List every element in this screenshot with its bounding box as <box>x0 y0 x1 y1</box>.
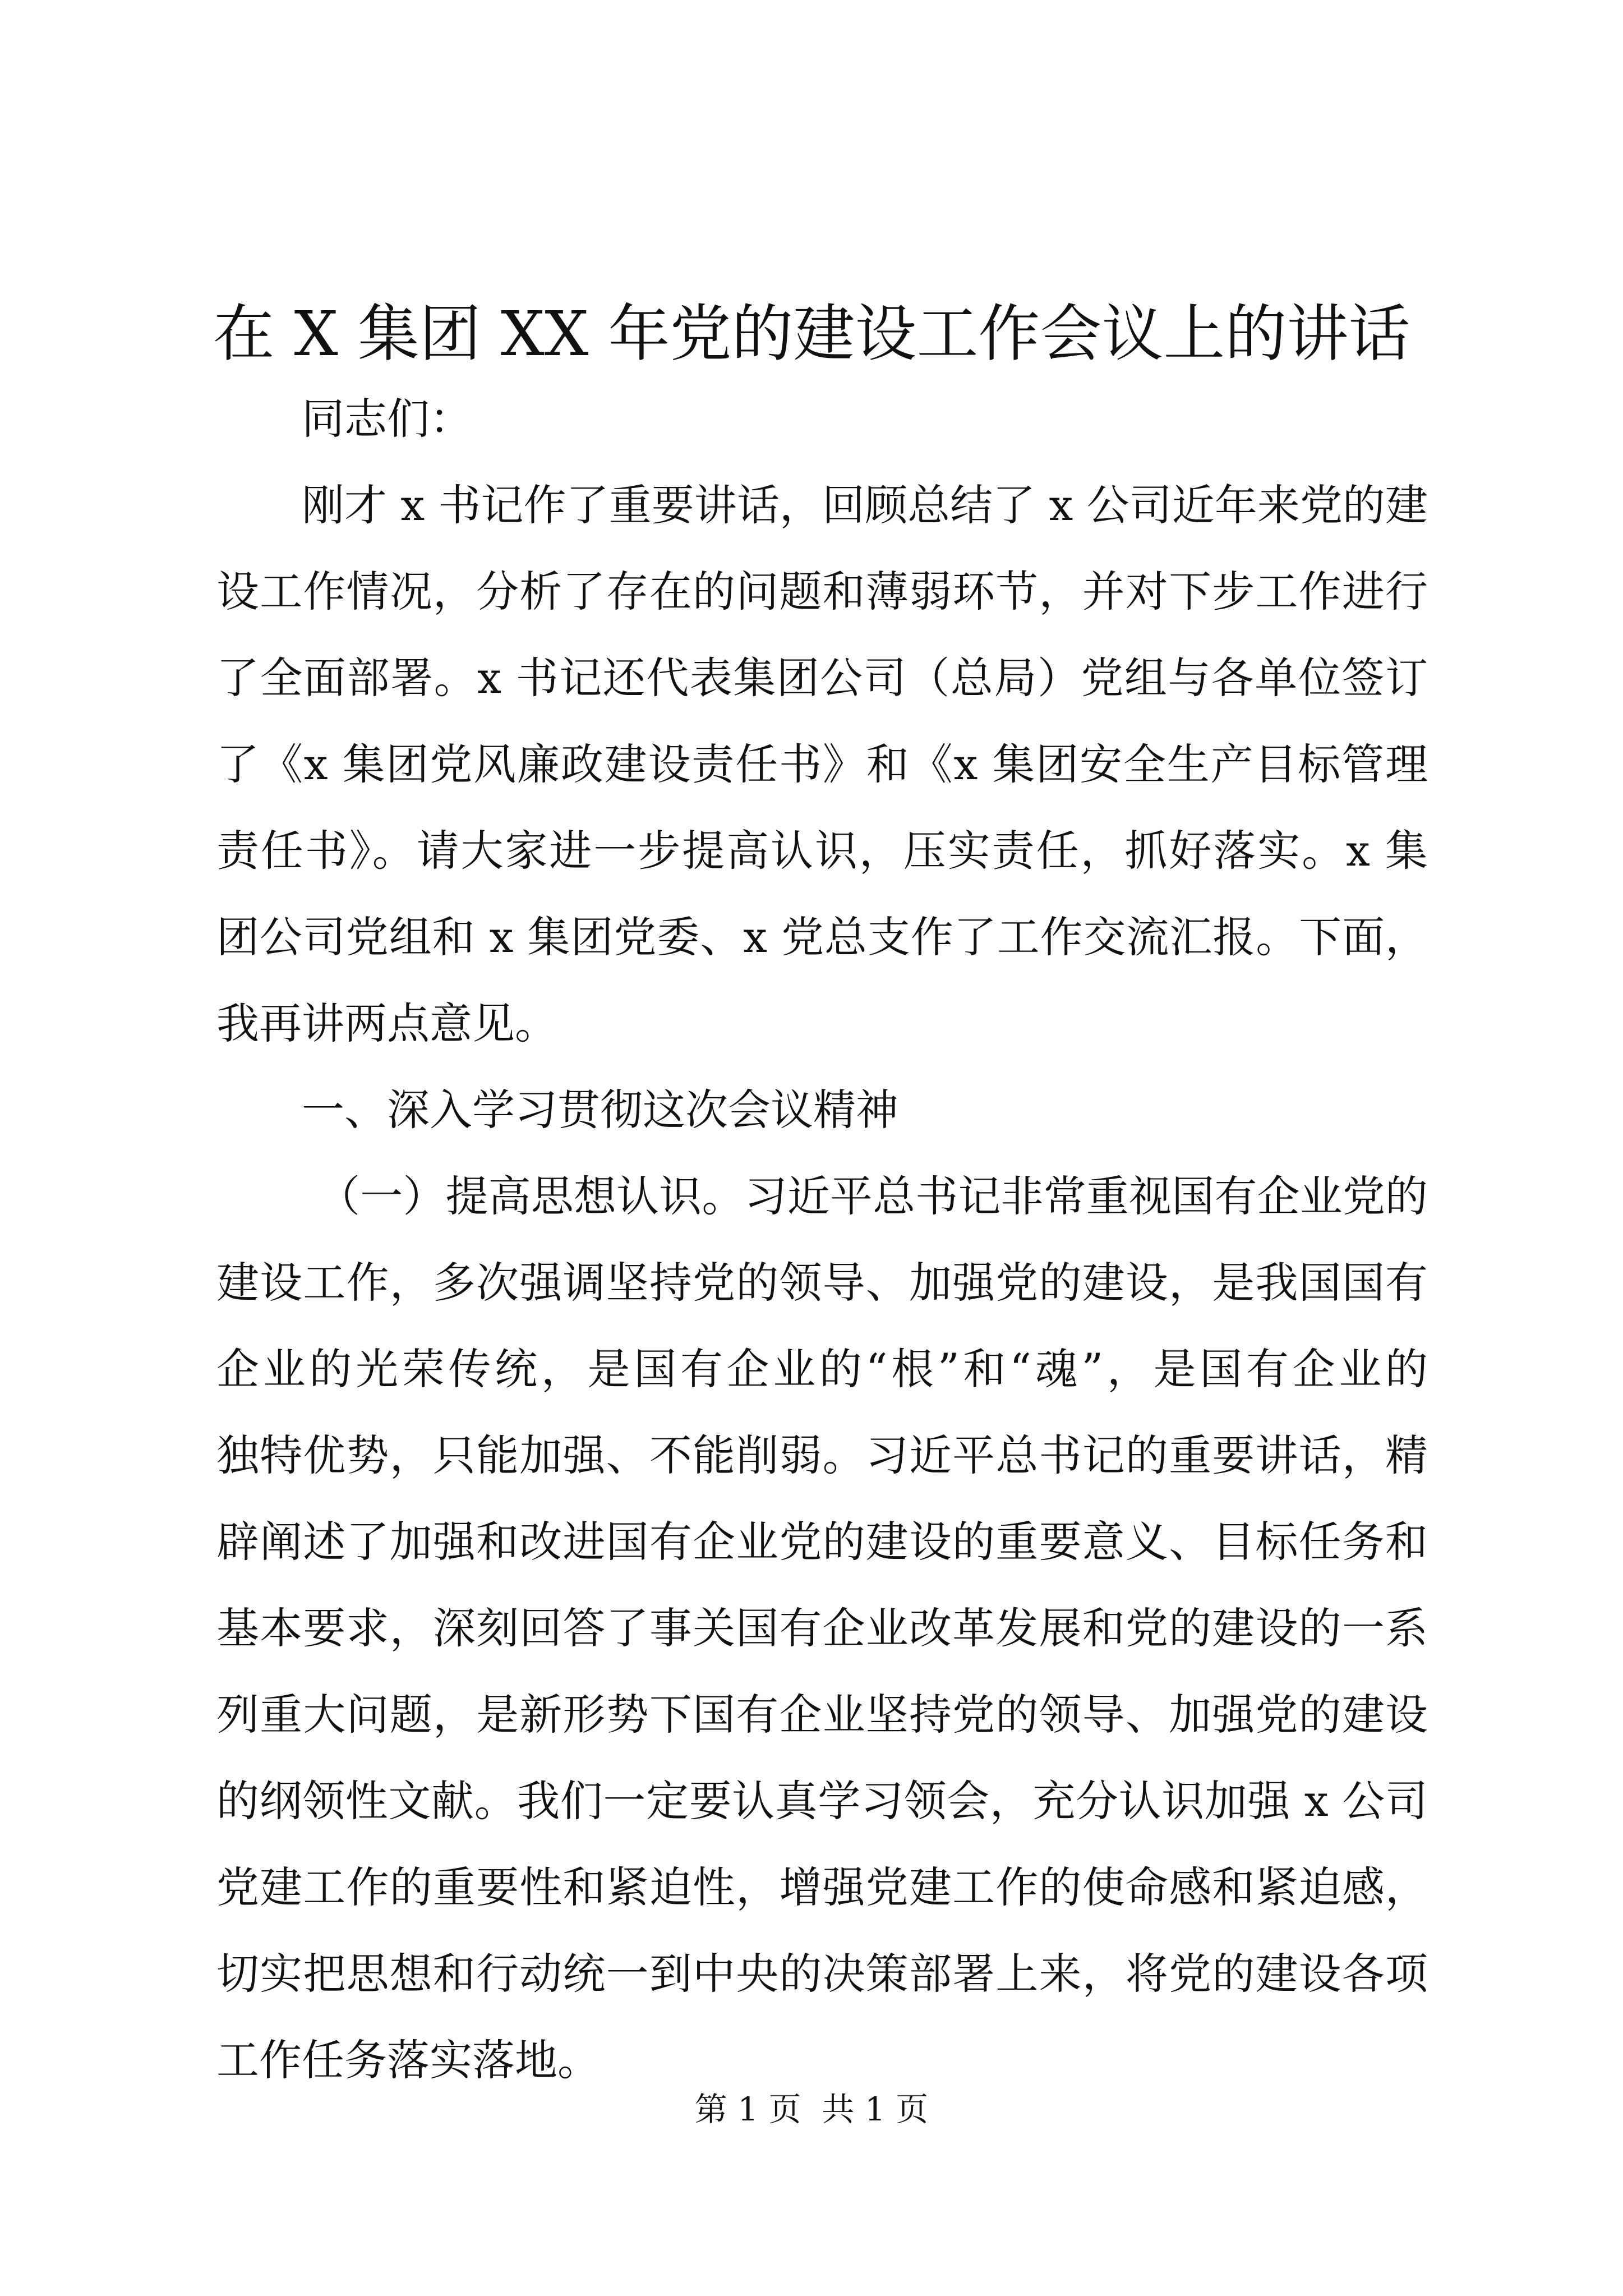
paragraph-line: 独特优势，只能加强、不能削弱。习近平总书记的重要讲话，精 <box>216 1430 1428 1480</box>
paragraph-line: 切实把思想和行动统一到中央的决策部署上来，将党的建设各项 <box>216 1949 1428 1999</box>
salutation-line: 同志们： <box>302 394 472 444</box>
paragraph-line: 我再讲两点意见。 <box>216 999 557 1048</box>
paragraph-line: 企业的光荣传统，是国有企业的“根”和“魂”，是国有企业的 <box>216 1344 1428 1394</box>
paragraph-line: 了全面部署。x 书记还代表集团公司（总局）党组与各单位签订 <box>216 653 1428 703</box>
paragraph-line: 团公司党组和 x 集团党委、x 党总支作了工作交流汇报。下面， <box>216 912 1428 962</box>
paragraph-line: （一）提高思想认识。习近平总书记非常重视国有企业党的 <box>317 1171 1428 1221</box>
paragraph-line: 工作任务落实落地。 <box>216 2035 600 2085</box>
document-title: 在 X 集团 XX 年党的建设工作会议上的讲话 <box>213 298 1410 370</box>
paragraph-line: 责任书》。请大家进一步提高认识，压实责任，抓好落实。x 集 <box>216 826 1428 876</box>
paragraph-line: 基本要求，深刻回答了事关国有企业改革发展和党的建设的一系 <box>216 1603 1428 1653</box>
section-heading: 一、深入学习贯彻这次会议精神 <box>302 1085 898 1135</box>
paragraph-line: 建设工作，多次强调坚持党的领导、加强党的建设，是我国国有 <box>216 1258 1428 1308</box>
paragraph-line: 党建工作的重要性和紧迫性，增强党建工作的使命感和紧迫感， <box>216 1862 1428 1912</box>
paragraph-line: 辟阐述了加强和改进国有企业党的建设的重要意义、目标任务和 <box>216 1517 1428 1567</box>
document-body <box>216 376 1428 2104</box>
paragraph-line: 刚才 x 书记作了重要讲话，回顾总结了 x 公司近年来党的建 <box>302 480 1428 530</box>
paragraph-line: 列重大问题，是新形势下国有企业坚持党的领导、加强党的建设 <box>216 1690 1428 1740</box>
page-number-footer: 第 1 页 共 1 页 <box>694 2090 929 2128</box>
paragraph-line: 设工作情况，分析了存在的问题和薄弱环节，并对下步工作进行 <box>216 567 1428 616</box>
paragraph-line: 的纲领性文献。我们一定要认真学习领会，充分认识加强 x 公司 <box>216 1776 1428 1826</box>
paragraph-line: 了《x 集团党风廉政建设责任书》和《x 集团安全生产目标管理 <box>216 739 1428 789</box>
